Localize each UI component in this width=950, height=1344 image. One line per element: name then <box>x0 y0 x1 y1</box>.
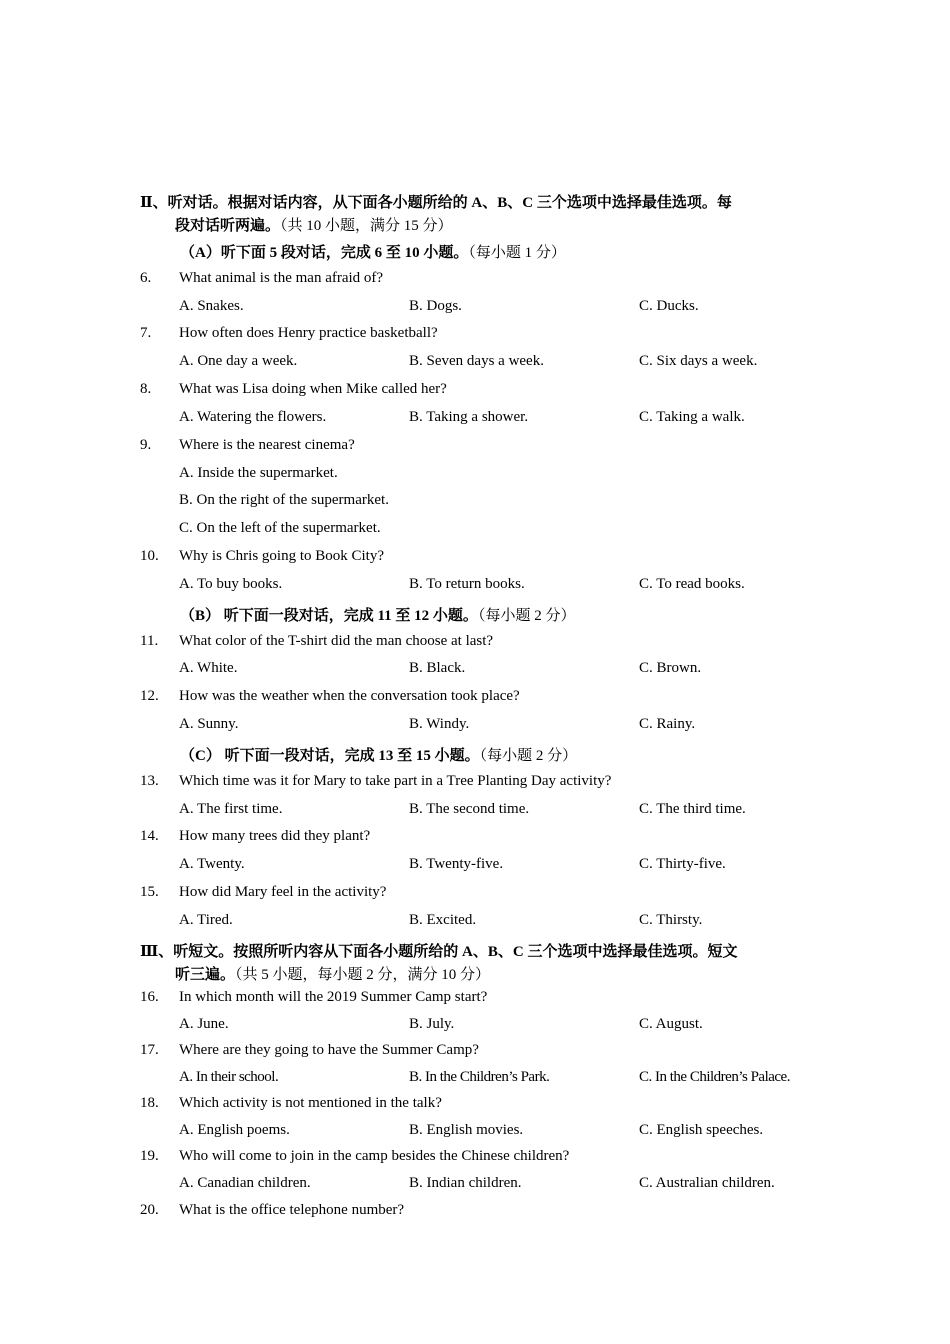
option-a: A. To buy books. <box>179 576 283 592</box>
option-b: B. On the right of the supermarket. <box>179 492 389 508</box>
option-c: C. Thirty-five. <box>639 856 726 872</box>
question-text: What is the office telephone number? <box>179 1202 405 1218</box>
question-text: Why is Chris going to Book City? <box>179 548 385 564</box>
option-a: A. In their school. <box>179 1069 279 1085</box>
option-c: C. The third time. <box>639 801 746 817</box>
question-number: 6. <box>140 270 152 286</box>
question-number: 19. <box>140 1148 159 1164</box>
subsection-b-title: （B） 听下面一段对话，完成 11 至 12 小题。 <box>180 608 478 624</box>
question-text: In which month will the 2019 Summer Camp start? <box>179 989 488 1005</box>
option-c: C. In the Children’s Palace. <box>639 1069 790 1085</box>
question-number: 16. <box>140 989 159 1005</box>
question-text: How did Mary feel in the activity? <box>179 884 387 900</box>
option-b: B. In the Children’s Park. <box>409 1069 550 1085</box>
question-number: 15. <box>140 884 159 900</box>
option-a: A. June. <box>179 1016 229 1032</box>
option-c: C. To read books. <box>639 576 745 592</box>
subsection-c-heading <box>180 744 577 765</box>
option-b: B. Indian children. <box>409 1175 522 1191</box>
option-b: B. Excited. <box>409 912 477 928</box>
option-a: A. Inside the supermarket. <box>179 465 338 481</box>
option-a: A. Watering the flowers. <box>179 409 327 425</box>
question-text: Which time was it for Mary to take part in a Tree Planting Day activity? <box>179 773 612 789</box>
option-b: B. Dogs. <box>409 298 462 314</box>
option-b: B. Black. <box>409 660 466 676</box>
question-number: 11. <box>140 633 159 649</box>
option-b: B. Seven days a week. <box>409 353 544 369</box>
subsection-c-score: （每小题 2 分） <box>479 748 578 764</box>
question-number: 9. <box>140 437 152 453</box>
question-text: What color of the T-shirt did the man choose at last? <box>179 633 494 649</box>
question-text: Where are they going to have the Summer Camp? <box>179 1042 479 1058</box>
section-2-heading <box>140 192 820 238</box>
section-2-line1: Ⅱ、听对话。根据对话内容，从下面各小题所给的 A、B、C 三个选项中选择最佳选项。每 <box>140 195 732 211</box>
question-text: How often does Henry practice basketball? <box>179 325 438 341</box>
option-c: C. Six days a week. <box>639 353 758 369</box>
question-text: Where is the nearest cinema? <box>179 437 355 453</box>
question-text: What was Lisa doing when Mike called her? <box>179 381 447 397</box>
question-number: 17. <box>140 1042 159 1058</box>
option-c: C. Brown. <box>639 660 702 676</box>
subsection-c-title: （C） 听下面一段对话，完成 13 至 15 小题。 <box>180 748 480 764</box>
option-a: A. Snakes. <box>179 298 244 314</box>
option-a: A. English poems. <box>179 1122 290 1138</box>
question-text: How was the weather when the conversation took place? <box>179 688 520 704</box>
question-number: 13. <box>140 773 159 789</box>
option-b: B. Twenty-five. <box>409 856 504 872</box>
question-number: 8. <box>140 381 152 397</box>
section-2-line2 <box>140 215 820 238</box>
option-c: C. Australian children. <box>639 1175 775 1191</box>
question-number: 10. <box>140 548 159 564</box>
subsection-a-score: （每小题 1 分） <box>468 245 566 261</box>
subsection-a-title: （A）听下面 5 段对话，完成 6 至 10 小题。 <box>180 245 469 261</box>
option-c: C. Ducks. <box>639 298 699 314</box>
section-3-line2 <box>140 964 820 987</box>
option-a: A. White. <box>179 660 238 676</box>
option-c: C. Rainy. <box>639 716 696 732</box>
option-c: C. On the left of the supermarket. <box>179 520 381 536</box>
section-3-line1: Ⅲ、听短文。按照所听内容从下面各小题所给的 A、B、C 三个选项中选择最佳选项。短文 <box>140 944 738 960</box>
option-b: B. Taking a shower. <box>409 409 529 425</box>
question-number: 18. <box>140 1095 159 1111</box>
subsection-a-heading <box>180 241 566 262</box>
subsection-b-heading <box>180 604 575 625</box>
section-2-instruction: 段对话听两遍。 <box>175 218 281 234</box>
option-a: A. Tired. <box>179 912 233 928</box>
question-number: 20. <box>140 1202 159 1218</box>
option-c: C. August. <box>639 1016 703 1032</box>
option-b: B. July. <box>409 1016 455 1032</box>
option-a: A. The first time. <box>179 801 283 817</box>
option-a: A. One day a week. <box>179 353 298 369</box>
option-c: C. Taking a walk. <box>639 409 745 425</box>
question-number: 12. <box>140 688 159 704</box>
option-b: B. The second time. <box>409 801 530 817</box>
section-2-score: （共 10 小题，满分 15 分） <box>280 218 453 234</box>
question-text: What animal is the man afraid of? <box>179 270 384 286</box>
section-3-heading <box>140 941 820 987</box>
option-b: B. To return books. <box>409 576 525 592</box>
option-c: C. Thirsty. <box>639 912 703 928</box>
question-number: 14. <box>140 828 159 844</box>
option-a: A. Canadian children. <box>179 1175 311 1191</box>
option-b: B. English movies. <box>409 1122 524 1138</box>
option-a: A. Twenty. <box>179 856 245 872</box>
option-b: B. Windy. <box>409 716 470 732</box>
question-text: Who will come to join in the camp besides the Chinese children? <box>179 1148 570 1164</box>
section-3-score: （共 5 小题，每小题 2 分，满分 10 分） <box>235 967 491 983</box>
question-text: How many trees did they plant? <box>179 828 371 844</box>
question-text: Which activity is not mentioned in the talk? <box>179 1095 442 1111</box>
option-c: C. English speeches. <box>639 1122 764 1138</box>
question-number: 7. <box>140 325 152 341</box>
section-3-instruction: 听三遍。 <box>175 967 236 983</box>
option-a: A. Sunny. <box>179 716 239 732</box>
subsection-b-score: （每小题 2 分） <box>477 608 576 624</box>
